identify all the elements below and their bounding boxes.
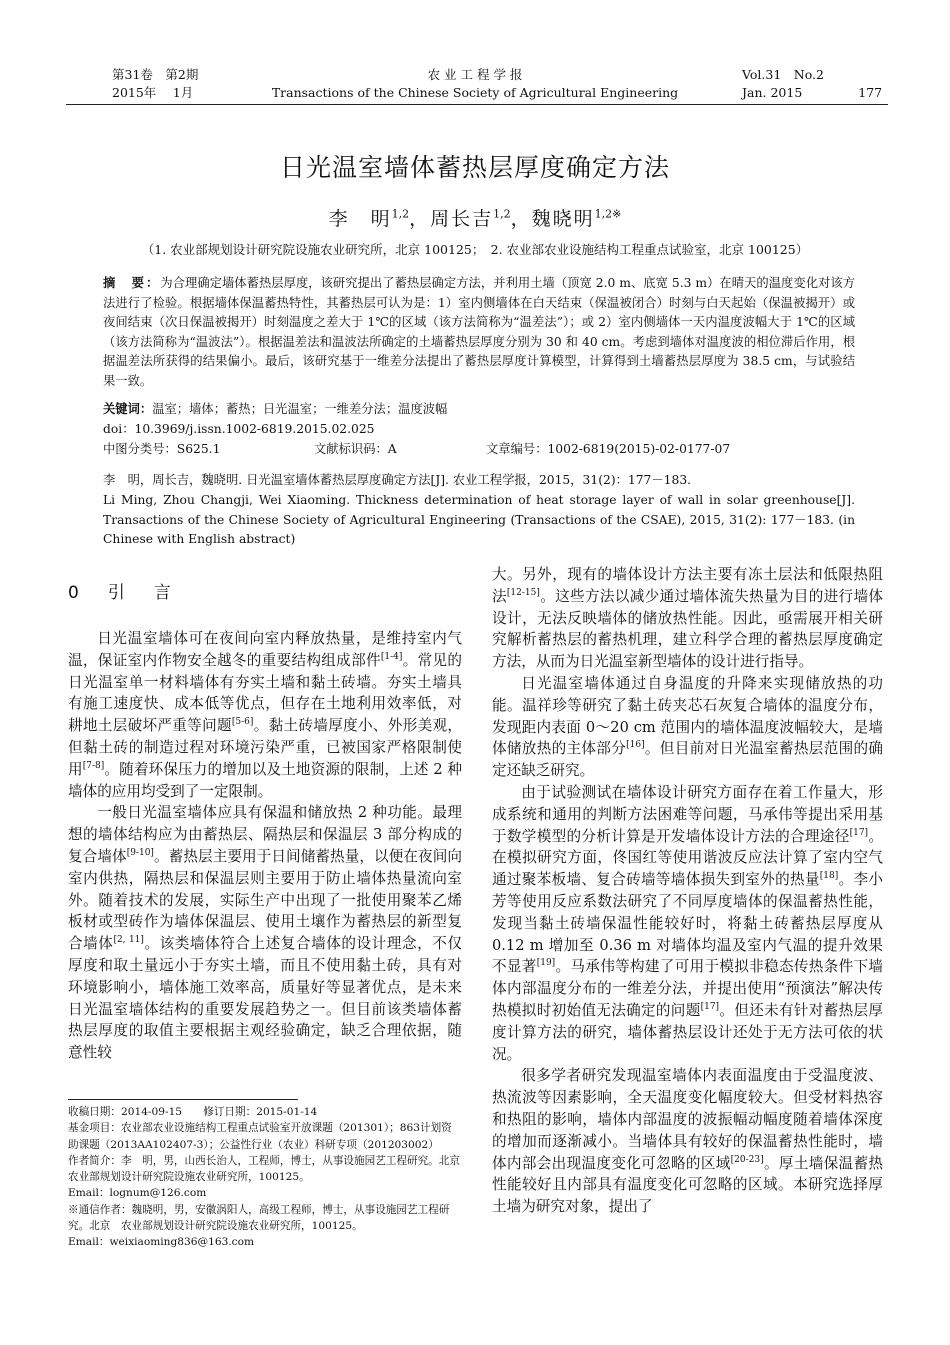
abstract-text: 为合理确定墙体蓄热层厚度，该研究提出了蓄热层确定方法，并利用土墙（顶宽 2.0 m、底宽 5.3 m）在晴天的温度变化对该方法进行了检验。根据墙体保温蓄热特性，其蓄热层可认为是：1）室内侧墙体在白天结束（保温被闭合）时刻与白天起始（保温被揭开）或夜间结束（次日保温被揭开）时刻温度之差大于 1℃的区域（该方法简称为“温差法”）；或 2）室内侧墙体一天内温度波幅大于 1℃的区域（该方法简称为“温波法”）。根据温差法和温波法所确定的土墙蓄热层厚度分别为 30 和 40 cm。考虑到墙体对温度波的相位滞后作用，根据温差法所获得的结果偏小。最后，该研究基于一维差分法提出了蓄热层厚度计算模型，计算得到土墙蓄热层厚度为 38.5 cm，与试验结果一致。: [103, 276, 855, 388]
clc-number: 中图分类号：S625.1: [103, 442, 221, 456]
article-number: 文章编号：1002-6819(2015)-02-0177-07: [486, 442, 731, 456]
abstract: [103, 274, 855, 392]
footnote-fund: 基金项目：农业部农业设施结构工程重点试验室开放课题（201301）；863计划资助课题（2013AA102407-3）；公益性行业（农业）科研专项（201203002）: [68, 1122, 452, 1151]
reference-marker[interactable]: [20-23]: [730, 1154, 764, 1165]
paragraph: 一般日光温室墙体应具有保温和储放热 2 种功能。最理想的墙体结构应为由蓄热层、隔热层和保温层 3 部分构成的复合墙体[9-10]。蓄热层主要用于日间储蓄热量，以便在夜间向室内供热，隔热层和保温层则主要用于防止墙体热量流向室外。随着技术的发展，实际生产中出现了一批使用聚苯乙烯板材或型砖作为墙体保温层、使用土壤作为蓄热层的新型复合墙体[2, 11]。该类墙体符合上述复合墙体的设计理念，不仅厚度和取土量远小于夯实土墙，而且不使用黏土砖，具有对环境影响小，墙体施工效率高，质量好等显著优点，是未来日光温室墙体结构的重要发展趋势之一。但目前该类墙体蓄热层厚度的取值主要根据主观经验确定，缺乏合理依据，随意性较: [68, 804, 462, 1062]
paper-title: 日光温室墙体蓄热层厚度确定方法: [279, 153, 670, 182]
header-vol-en: Vol.31 No.2: [742, 67, 824, 82]
footnote-author-bio: 作者简介：李 明，男，山西长治人，工程师，博士，从事设施园艺工程研究。北京 农业部规划设计研究院设施农业研究所，100125。: [68, 1154, 471, 1184]
section-heading-introduction: 0 引 言: [68, 583, 177, 603]
reference-marker[interactable]: [5-6]: [231, 717, 254, 728]
citation-en: Li Ming, Zhou Changji, Wei Xiaoming. Thickness determination of heat storage layer of wall in solar greenhouse[J]. Transactions of the Chinese Society of Agricultural Engineering (Transactions of the CSAE), 2015, 31(2): 177－183. (in Chinese with English abstract): [103, 493, 855, 547]
keywords: [103, 400, 855, 420]
reference-marker[interactable]: [16]: [626, 740, 645, 751]
reference-marker[interactable]: [12-15]: [506, 587, 540, 598]
reference-marker[interactable]: [2, 11]: [113, 935, 144, 946]
footnote-corresponding-author: ※通信作者：魏晓明，男，安徽涡阳人，高级工程师，博士，从事设施园艺工程研究。北京 农业部规划设计研究院设施农业研究所，100125。: [68, 1203, 450, 1233]
header-date-en: Jan. 2015: [742, 85, 803, 100]
header-journal-cn: 农 业 工 程 学 报: [427, 67, 523, 82]
header-vol-issue: 第31卷 第2期: [112, 67, 199, 82]
keywords-text: 温室；墙体；蓄热；日光温室；一维差分法；温度波幅: [152, 402, 448, 416]
classification-line: [103, 440, 855, 460]
paragraph: 日光温室墙体通过自身温度的升降来实现储放热的功能。温祥珍等研究了黏土砖夹芯石灰复合墙体的温度分布，发现距内表面 0～20 cm 范围内的墙体温度波幅较大，是墙体储放热的主体部分[16]。但目前对日光温室蓄热层范围的确定还缺乏研究。: [492, 674, 883, 780]
reference-marker[interactable]: [17]: [700, 1002, 720, 1013]
header-year-month: 2015年 1月: [112, 85, 194, 100]
author-2: ，周长吉: [409, 208, 494, 230]
paragraph: 日光温室墙体可在夜间向室内释放热量，是维持室内气温，保证室内作物安全越冬的重要结构组成部件[1-4]。常见的日光温室单一材料墙体有夯实土墙和黏土砖墙。夯实土墙具有施工速度快、成本低等优点，但存在土地利用效率低，对耕地土层破坏严重等问题[5-6]。黏土砖墙厚度小、外形美观，但黏土砖的制造过程对环境污染严重，已被国家严格限制使用[7-8]。随着环保压力的增加以及土地资源的限制，上述 2 种墙体的应用均受到了一定限制。: [68, 630, 462, 800]
footnote-author-email[interactable]: Email：lognum@126.com: [68, 1187, 207, 1200]
body-right-column: [492, 564, 883, 1218]
keywords-label: 关键词：: [103, 402, 153, 416]
footnote-dates: 收稿日期：2014-09-15 修订日期：2015-01-14: [68, 1106, 318, 1118]
author-1-affil: 1,2: [391, 207, 410, 221]
author-2-affil: 1,2: [493, 207, 511, 221]
footnote-corresponding-email[interactable]: Email：weixiaoming836@163.com: [68, 1236, 255, 1249]
body-left-column: [68, 628, 462, 1064]
affiliation: （1. 农业部规划设计研究院设施农业研究所，北京 100125； 2. 农业部农业设施结构工程重点试验室，北京 100125）: [141, 242, 809, 257]
reference-marker[interactable]: [9-10]: [126, 848, 154, 859]
author-3: ，魏晓明: [510, 208, 595, 230]
reference-marker[interactable]: [19]: [536, 958, 556, 969]
footnotes: [68, 1104, 471, 1251]
citation-cn: 李 明，周长吉，魏晓明. 日光温室墙体蓄热层厚度确定方法[J]. 农业工程学报，2015，31(2)：177－183.: [103, 473, 692, 487]
header-rule: [66, 104, 888, 105]
header-journal-en: Transactions of the Chinese Society of Agricultural Engineering: [271, 85, 679, 100]
doi: doi：10.3969/j.issn.1002-6819.2015.02.025: [103, 422, 375, 436]
footnote-rule: [68, 1099, 298, 1100]
reference-marker[interactable]: [17]: [849, 827, 869, 838]
abstract-label: 摘 要：: [103, 276, 161, 290]
reference-marker[interactable]: [18]: [819, 871, 839, 882]
paragraph: 由于试验测试在墙体设计研究方面存在着工作量大，形成系统和通用的判断方法困难等问题，马承伟等提出采用基于数学模型的分析计算是开发墙体设计方法的合理途径[17]。在模拟研究方面，佟国红等使用谐波反应法计算了室内空气通过聚苯板墙、复合砖墙等墙体损失到室外的热量[18]。李小芳等使用反应系数法研究了不同厚度墙体的保温蓄热性能，发现当黏土砖墙保温性能较好时，将黏土砖蓄热层厚度从 0.12 m 增加至 0.36 m 对墙体均温及室内气温的提升效果不显著[19]。马承伟等构建了可用于模拟非稳态传热条件下墙体内部温度分布的一维差分法，并提出使用“预演法”解决传热模拟时初始值无法确定的问题[17]。但还未有针对蓄热层厚度计算方法的研究，墙体蓄热层设计还处于无方法可依的状况。: [492, 783, 883, 1063]
reference-marker[interactable]: [7-8]: [82, 760, 105, 771]
author-3-affil: 1,2※: [594, 207, 622, 221]
paragraph: 很多学者研究发现温室墙体内表面温度由于受温度波、热流波等因素影响，全天温度变化幅度较大。但受材料热容和热阻的影响，墙体内部温度的波振幅动幅度随着墙体深度的增加而逐渐减小。当墙体具有较好的保温蓄热性能时，墙体内部会出现温度变化可忽略的区域[20-23]。厚土墙保温蓄热性能较好且内部具有温度变化可忽略的区域。本研究选择厚土墙为研究对象，提出了: [492, 1067, 883, 1216]
paragraph: 大。另外，现有的墙体设计方法主要有冻土层法和低限热阻法[12-15]。这些方法以减少通过墙体流失热量为目的进行墙体设计，无法反映墙体的储放热性能。因此，亟需展开相关研究解析蓄热层的蓄热机理，建立科学合理的蓄热层厚度确定方法，从而为日光温室新型墙体的设计进行指导。: [492, 566, 883, 671]
document-code: 文献标识码：A: [314, 442, 397, 456]
reference-marker[interactable]: [1-4]: [380, 651, 403, 662]
header-page-number: 177: [858, 85, 883, 100]
header-volume-en: [742, 66, 882, 102]
author-1: 李 明: [328, 208, 392, 230]
author-list: [0, 204, 950, 231]
